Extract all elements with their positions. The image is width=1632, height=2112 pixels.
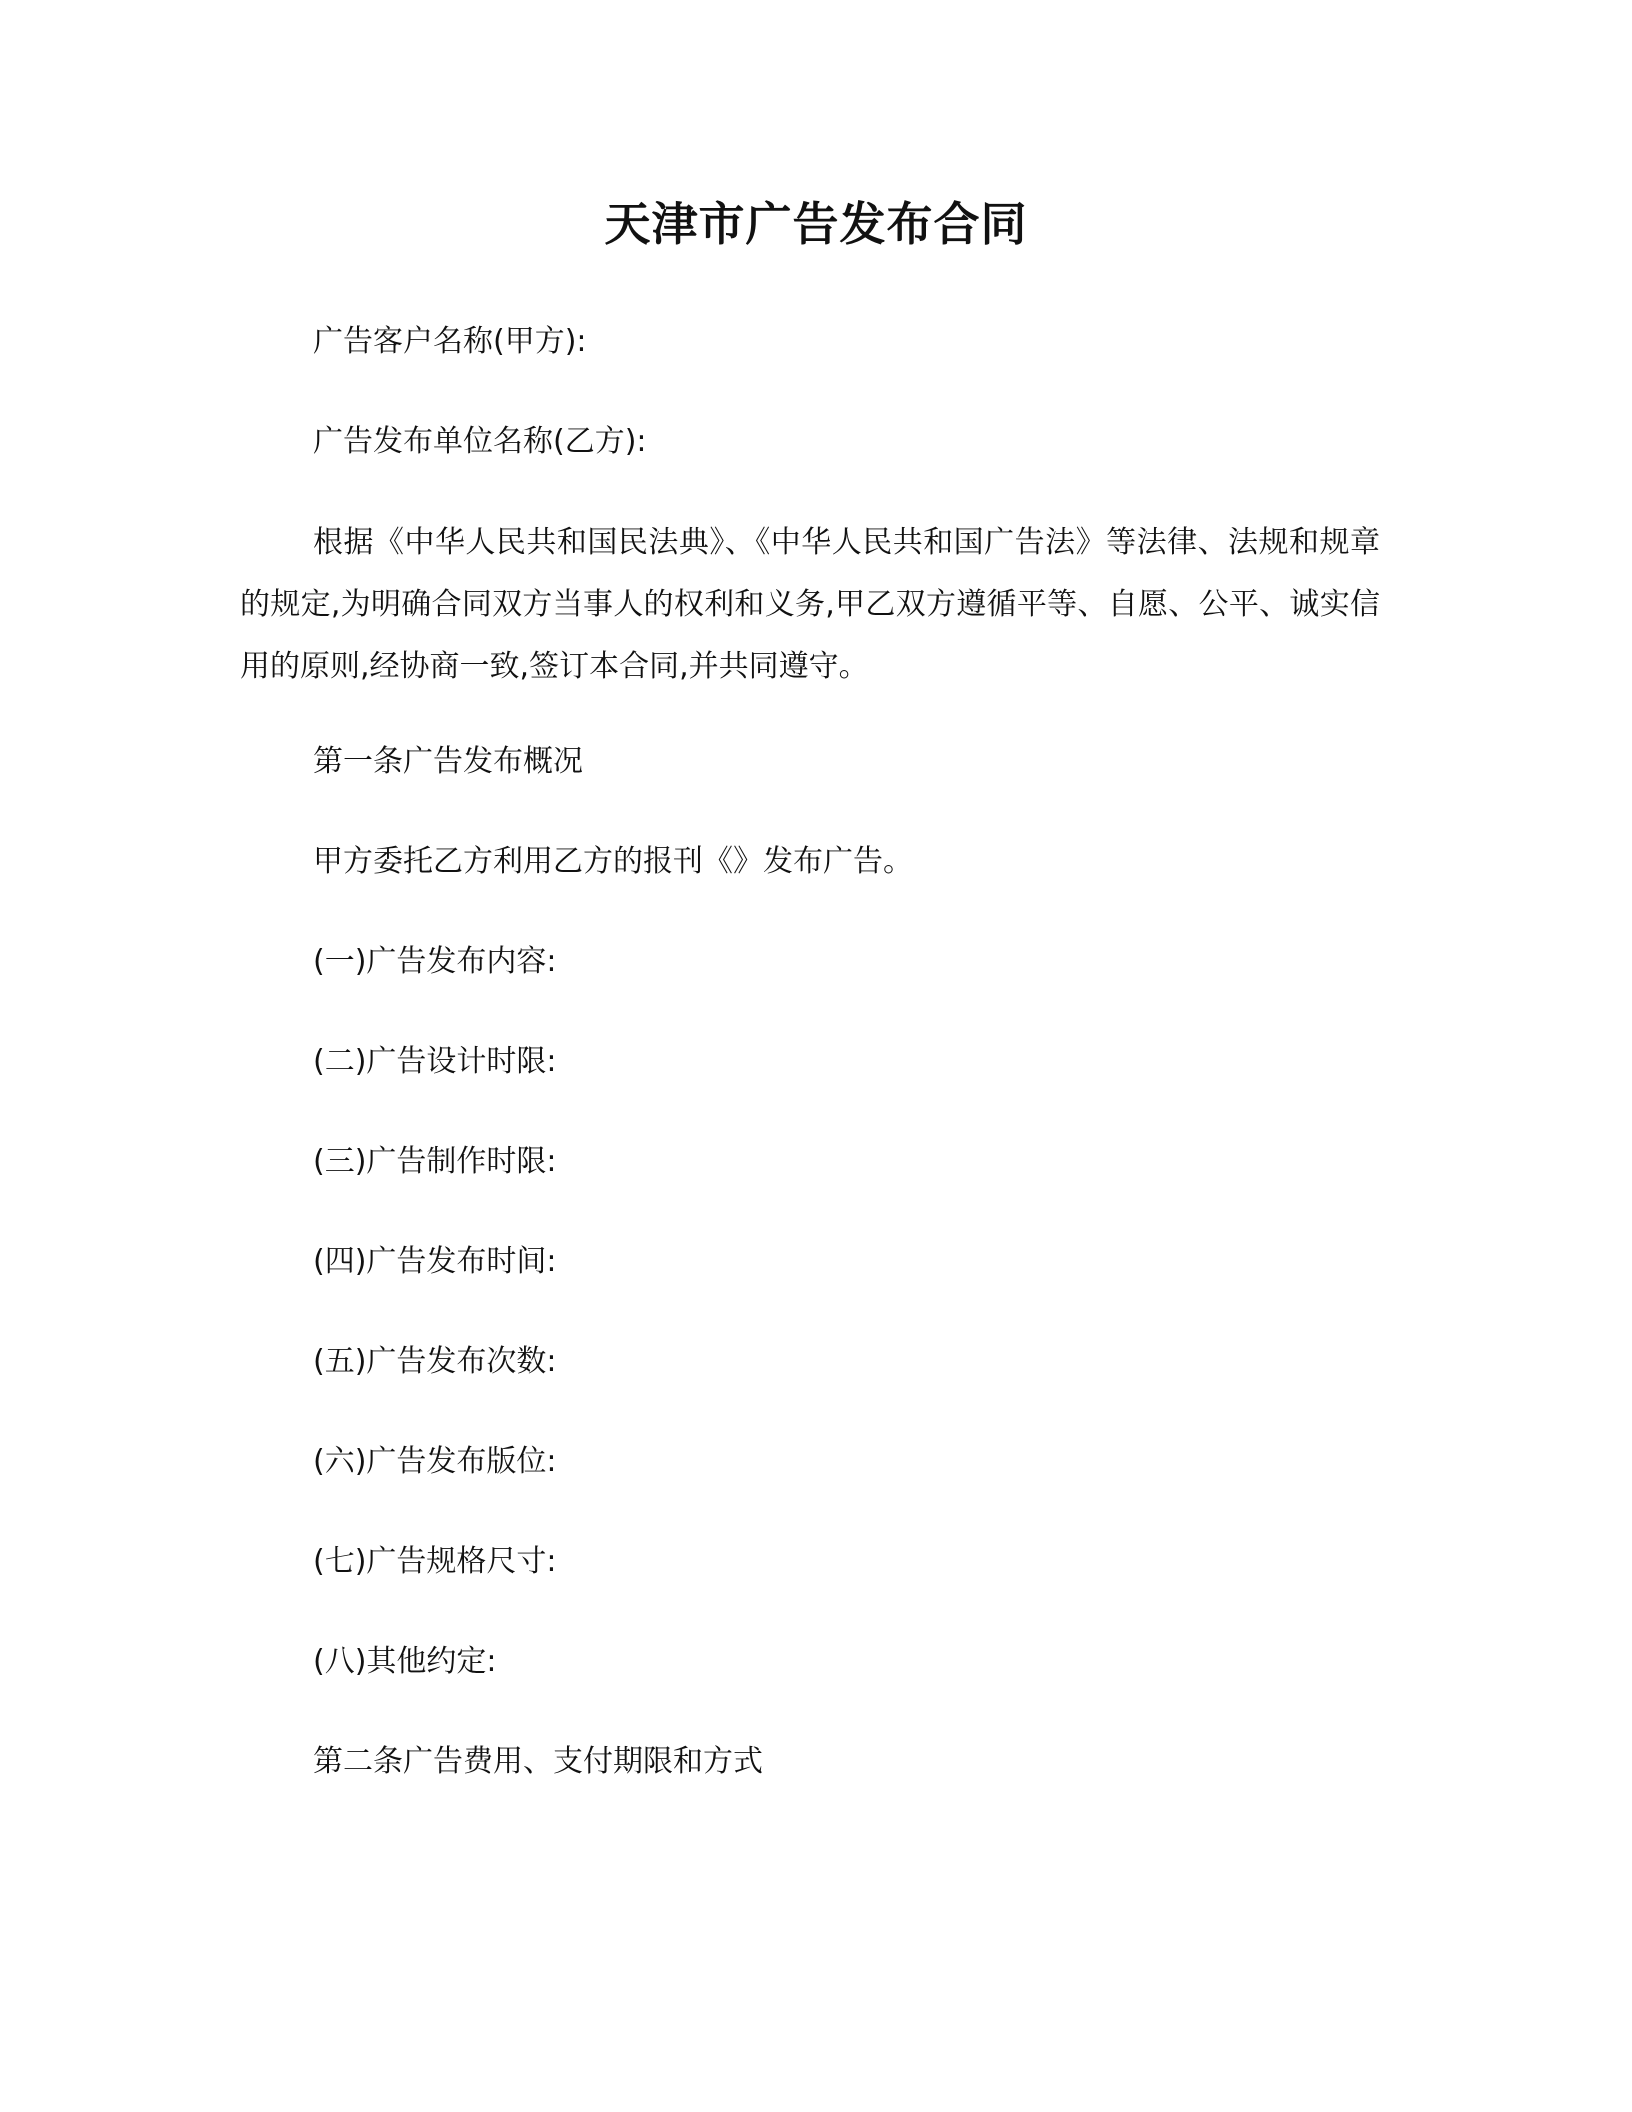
item-content: (一)广告发布内容: bbox=[313, 944, 557, 979]
article1-heading: 第一条广告发布概况 bbox=[313, 744, 583, 779]
article2-heading: 第二条广告费用、支付期限和方式 bbox=[313, 1744, 763, 1779]
item-production-period: (三)广告制作时限: bbox=[313, 1144, 557, 1179]
item-publish-count: (五)广告发布次数: bbox=[313, 1344, 557, 1379]
item-other: (八)其他约定: bbox=[313, 1644, 497, 1679]
preamble-paragraph: 根据《中华人民共和国民法典》、《中华人民共和国广告法》等法律、法规和规章的规定,为明确合同双方当事人的权利和义务,甲乙双方遵循平等、自愿、公平、诚实信用的原则,经协商一致,签订本合同,并共同遵守。 bbox=[240, 525, 1380, 684]
item-publish-position: (六)广告发布版位: bbox=[313, 1444, 557, 1479]
article1-intro: 甲方委托乙方利用乙方的报刊《》发布广告。 bbox=[313, 844, 913, 879]
party-a-label: 广告客户名称(甲方): bbox=[313, 324, 587, 359]
item-design-period: (二)广告设计时限: bbox=[313, 1044, 557, 1079]
party-b-label: 广告发布单位名称(乙方): bbox=[313, 424, 647, 459]
item-publish-time: (四)广告发布时间: bbox=[313, 1244, 557, 1279]
item-size: (七)广告规格尺寸: bbox=[313, 1544, 557, 1579]
document-title: 天津市广告发布合同 bbox=[604, 197, 1028, 251]
